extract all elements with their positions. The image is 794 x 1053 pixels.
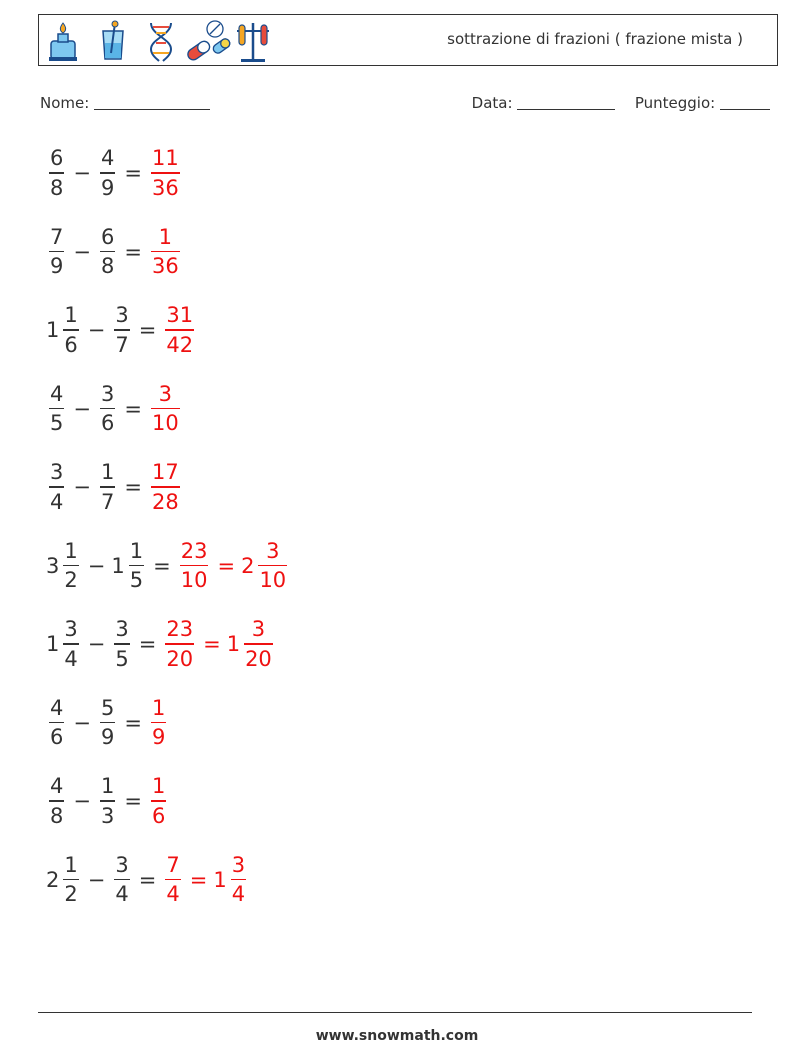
test-tube-rack-icon — [237, 23, 269, 62]
b-numerator: 3 — [115, 852, 129, 877]
score-blank-line — [720, 95, 770, 110]
b-numerator: 1 — [100, 460, 115, 485]
mixed-denominator: 4 — [231, 882, 246, 907]
b-denominator: 4 — [115, 882, 129, 907]
a-denominator: 2 — [64, 882, 78, 907]
a-whole: 1 — [46, 632, 60, 656]
date-label: Data: — [471, 94, 513, 112]
equals-sign: = — [124, 789, 142, 813]
minus-sign: − — [73, 161, 91, 185]
answer-equals-sign: = — [217, 553, 236, 578]
ans-numerator: 31 — [166, 303, 194, 328]
footer-divider — [38, 1012, 752, 1013]
a-fraction — [49, 772, 64, 830]
mixed-numerator: 3 — [231, 852, 246, 877]
b-numerator: 3 — [115, 617, 129, 642]
beaker-icon — [103, 21, 123, 59]
problem-row — [46, 140, 183, 206]
ans-fraction — [165, 301, 194, 359]
a-numerator: 6 — [50, 146, 64, 171]
pills-icon — [186, 21, 232, 62]
a-fraction — [63, 537, 78, 595]
mixed-whole: 1 — [226, 632, 241, 656]
b-fraction — [100, 458, 115, 516]
b-numerator: 4 — [100, 146, 115, 171]
ans-denominator: 20 — [166, 646, 194, 671]
ans-numerator: 1 — [151, 695, 166, 720]
a-denominator: 9 — [50, 254, 64, 279]
ans-numerator: 1 — [158, 224, 173, 249]
ans-denominator: 42 — [166, 332, 194, 357]
b-whole: 1 — [111, 553, 125, 578]
equals-sign: = — [124, 396, 142, 421]
ans-numerator: 23 — [180, 538, 208, 563]
a-numerator: 3 — [64, 617, 78, 642]
ans-fraction — [151, 223, 180, 281]
b-denominator: 5 — [115, 646, 129, 671]
a-numerator: 1 — [64, 538, 78, 563]
b-denominator: 9 — [100, 725, 115, 750]
minus-sign: − — [87, 632, 106, 656]
minus-sign: − — [87, 867, 106, 892]
mixed-whole: 1 — [213, 867, 227, 892]
ans-numerator: 7 — [166, 852, 180, 877]
a-denominator: 6 — [50, 725, 64, 750]
a-whole: 1 — [46, 318, 60, 342]
ans-numerator: 17 — [151, 460, 179, 485]
b-numerator: 6 — [100, 224, 115, 249]
equals-sign: = — [124, 710, 142, 735]
mixed-whole: 2 — [241, 553, 255, 578]
ans-denominator: 10 — [180, 568, 208, 593]
ans-fraction — [165, 615, 194, 673]
b-fraction — [100, 380, 115, 438]
footer-website: www.snowmath.com — [315, 1028, 479, 1044]
score-label: Punteggio: — [634, 94, 716, 112]
answer-equals-sign: = — [189, 867, 208, 892]
mixed-denominator: 20 — [245, 646, 272, 671]
equals-sign: = — [138, 632, 157, 656]
b-denominator: 8 — [100, 254, 115, 279]
a-fraction — [49, 380, 64, 438]
a-whole: 3 — [46, 553, 60, 578]
ans-denominator: 36 — [151, 175, 179, 200]
a-denominator: 5 — [50, 411, 64, 436]
equals-sign: = — [138, 867, 157, 892]
ans-fraction — [151, 458, 180, 516]
b-fraction — [100, 772, 115, 830]
equals-sign: = — [138, 318, 157, 342]
ans-denominator: 6 — [151, 803, 166, 828]
a-denominator: 4 — [64, 646, 78, 671]
ans-denominator: 4 — [166, 882, 180, 907]
a-fraction — [63, 615, 78, 673]
b-fraction — [129, 537, 144, 595]
a-numerator: 4 — [50, 381, 64, 406]
b-denominator: 7 — [115, 332, 129, 357]
b-fraction — [100, 223, 115, 281]
ans-fraction — [151, 380, 180, 438]
ans-numerator: 11 — [151, 146, 179, 171]
a-numerator: 4 — [50, 695, 64, 720]
problem-row — [46, 219, 183, 285]
ans-numerator: 3 — [158, 381, 173, 406]
b-fraction — [114, 615, 129, 673]
minus-sign: − — [73, 239, 91, 264]
ans-fraction — [151, 694, 166, 752]
minus-sign: − — [73, 396, 91, 421]
mixed-fraction — [258, 537, 287, 595]
b-fraction — [100, 694, 115, 752]
name-label: Nome: — [40, 94, 90, 112]
a-numerator: 1 — [64, 303, 78, 328]
a-numerator: 7 — [50, 224, 64, 249]
ans-numerator: 1 — [151, 774, 166, 799]
mixed-denominator: 10 — [259, 568, 287, 593]
b-numerator: 3 — [115, 303, 129, 328]
b-denominator: 3 — [100, 803, 115, 828]
answer-equals-sign: = — [203, 632, 221, 656]
name-blank-line — [94, 95, 210, 110]
problem-row — [46, 768, 169, 834]
a-fraction — [49, 694, 64, 752]
minus-sign: − — [73, 475, 91, 499]
a-numerator: 3 — [50, 460, 64, 485]
problem-row — [46, 847, 249, 913]
name-field — [40, 94, 210, 112]
flask-icon — [49, 23, 77, 61]
b-numerator: 1 — [129, 538, 144, 563]
problem-row — [46, 533, 290, 599]
b-denominator: 5 — [129, 568, 144, 593]
a-fraction — [49, 223, 64, 281]
b-numerator: 1 — [100, 774, 115, 799]
problem-row — [46, 297, 197, 363]
equals-sign: = — [153, 553, 171, 578]
b-numerator: 5 — [100, 695, 115, 720]
minus-sign: − — [87, 318, 106, 342]
problem-row — [46, 454, 183, 520]
mixed-fraction — [231, 851, 246, 909]
a-fraction — [63, 851, 78, 909]
ans-denominator: 28 — [151, 489, 179, 514]
ans-numerator: 23 — [166, 617, 194, 642]
a-denominator: 2 — [64, 568, 78, 593]
equals-sign: = — [124, 161, 142, 185]
minus-sign: − — [73, 710, 91, 735]
equals-sign: = — [124, 475, 142, 499]
worksheet-title: sottrazione di frazioni ( frazione mista ) — [447, 30, 743, 48]
ans-fraction — [151, 144, 180, 202]
ans-denominator: 9 — [151, 725, 166, 750]
dna-icon — [151, 23, 171, 61]
a-fraction — [49, 144, 64, 202]
mixed-numerator: 3 — [251, 617, 266, 642]
header-icons — [47, 19, 277, 63]
date-blank-line — [517, 95, 615, 110]
problem-row — [46, 611, 276, 677]
b-fraction — [100, 144, 115, 202]
date-score-fields — [472, 94, 770, 112]
a-denominator: 4 — [50, 489, 64, 514]
a-whole: 2 — [46, 867, 60, 892]
problem-row — [46, 690, 169, 756]
ans-denominator: 10 — [151, 411, 179, 436]
minus-sign: − — [87, 553, 106, 578]
b-denominator: 9 — [100, 175, 115, 200]
b-denominator: 7 — [100, 489, 115, 514]
b-numerator: 3 — [100, 381, 115, 406]
worksheet-header — [38, 14, 778, 66]
b-denominator: 6 — [100, 411, 115, 436]
ans-fraction — [180, 537, 209, 595]
problem-row — [46, 376, 183, 442]
a-numerator: 1 — [64, 852, 78, 877]
mixed-fraction — [244, 615, 273, 673]
ans-fraction — [151, 772, 166, 830]
a-fraction — [63, 301, 78, 359]
b-fraction — [114, 301, 129, 359]
a-denominator: 8 — [50, 175, 64, 200]
ans-denominator: 36 — [151, 254, 179, 279]
a-numerator: 4 — [50, 774, 64, 799]
a-denominator: 6 — [64, 332, 78, 357]
b-fraction — [114, 851, 129, 909]
ans-fraction — [165, 851, 180, 909]
a-denominator: 8 — [50, 803, 64, 828]
equals-sign: = — [124, 239, 142, 264]
minus-sign: − — [73, 789, 91, 813]
mixed-numerator: 3 — [266, 538, 280, 563]
a-fraction — [49, 458, 64, 516]
